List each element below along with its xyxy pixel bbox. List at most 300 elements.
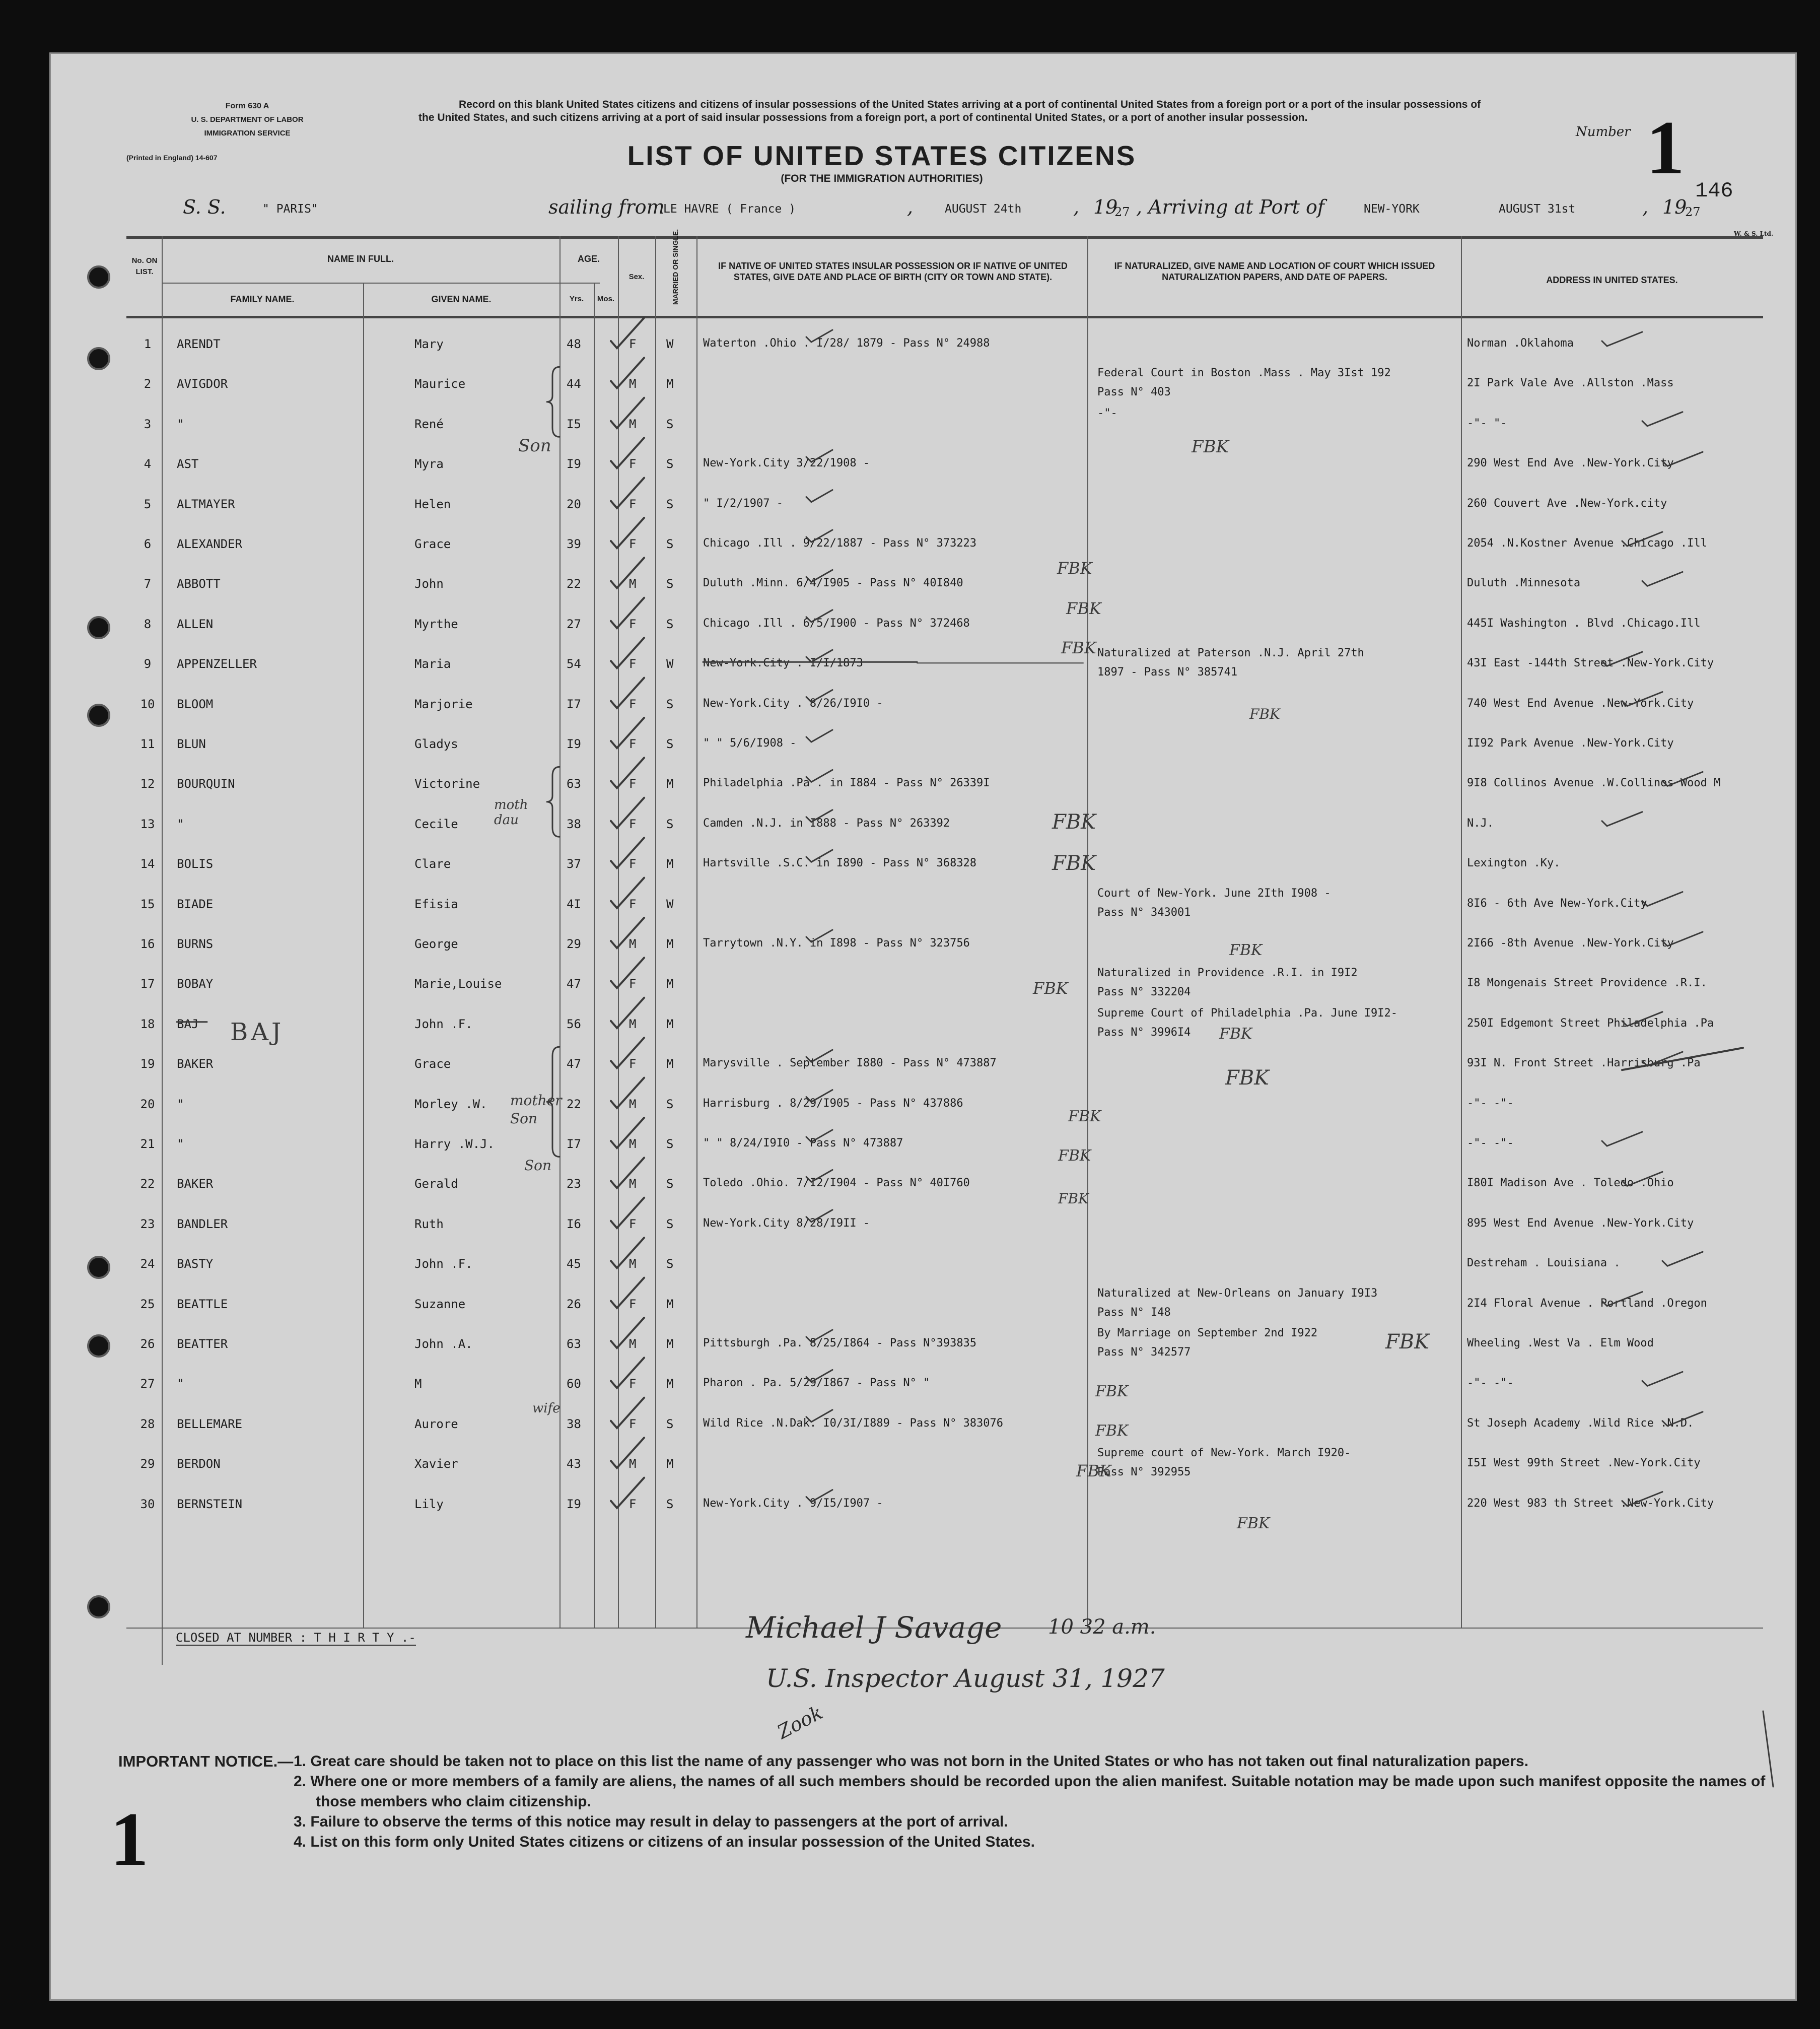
punch-hole [87, 1595, 110, 1618]
cell-ms: S [666, 817, 674, 831]
header-address: ADDRESS IN UNITED STATES. [1546, 275, 1678, 285]
cell-addr: 9I8 Collinos Avenue .W.Collinos Wood M [1467, 777, 1721, 790]
notice-item: 4. List on this form only United States citizens or citizens of an insular possession of the United States. [294, 1834, 1035, 1850]
cell-age: 29 [567, 937, 581, 951]
cell-ms: S [666, 577, 674, 591]
cell-nat1: Court of New-York. June 2Ith I908 - [1097, 887, 1331, 900]
cell-addr: Destreham . Louisiana . [1467, 1257, 1621, 1270]
cell-addr: Lexington .Ky. [1467, 857, 1561, 870]
cell-addr: 8I6 - 6th Ave New-York.City [1467, 897, 1647, 910]
cell-given: René [414, 417, 444, 431]
cell-nat2: Pass N° 343001 [1097, 906, 1191, 919]
cell-family: BEATTLE [177, 1297, 228, 1311]
fbk-initials: FBK [1229, 941, 1263, 959]
cell-sex: M [629, 1457, 637, 1471]
cell-given: Harry .W.J. [414, 1137, 495, 1151]
cell-family: " [177, 1097, 184, 1111]
cell-ms: M [666, 377, 674, 391]
cell-age: 38 [567, 1416, 581, 1431]
cell-addr: I8 Mongenais Street Providence .R.I. [1467, 977, 1707, 990]
cell-given: Efisia [414, 897, 458, 911]
year-prefix: 19 [1662, 196, 1687, 218]
cell-birth: Philadelphia .Pa . in I884 - Pass N° 26339I [703, 777, 990, 790]
fbk-initials: FBK [1192, 437, 1229, 457]
cell-given: Grace [414, 537, 451, 551]
cell-age: 56 [567, 1017, 581, 1031]
cell-family: BIADE [177, 897, 214, 911]
departure-port: LE HAVRE ( France ) [663, 202, 796, 216]
cell-family: BOBAY [177, 977, 214, 991]
cell-no: 29 [140, 1457, 155, 1471]
cell-ms: M [666, 1377, 674, 1391]
cell-age: 22 [567, 577, 581, 591]
cell-birth: Hartsville .S.C. in I890 - Pass N° 368328 [703, 857, 977, 870]
cell-sex: F [629, 857, 637, 871]
cell-sex: M [629, 1257, 637, 1271]
arrival-date: AUGUST 31st [1499, 202, 1576, 216]
cell-ms: S [666, 537, 674, 551]
cell-no: 8 [144, 617, 152, 631]
fbk-initials: FBK [1058, 1147, 1091, 1165]
cell-no: 1 [144, 337, 152, 351]
cell-given: Ruth [414, 1216, 444, 1231]
cell-family: BLOOM [177, 697, 214, 711]
cell-nat1: Naturalized at New-Orleans on January I9I3 [1097, 1287, 1378, 1300]
cell-age: 44 [567, 377, 581, 391]
form-header [126, 99, 368, 165]
cell-family: BOURQUIN [177, 777, 235, 791]
cell-ms: S [666, 1216, 674, 1231]
cell-addr: Wheeling .West Va . Elm Wood [1467, 1337, 1654, 1349]
department-name: U. S. DEPARTMENT OF LABOR [191, 115, 304, 124]
cell-sex: M [629, 577, 637, 591]
punch-hole [87, 265, 110, 289]
cell-ms: M [666, 1057, 674, 1071]
cell-birth: " " 8/24/I9I0 - Pass N° 473887 [703, 1137, 903, 1149]
cell-no: 11 [140, 737, 155, 751]
cell-nat1: Naturalized at Paterson .N.J. April 27th [1097, 647, 1364, 660]
cell-age: 26 [567, 1297, 581, 1311]
notice-item: 3. Failure to observe the terms of this notice may result in delay to passengers at the port of arrival. [294, 1813, 1008, 1830]
cell-sex: M [629, 377, 637, 391]
cell-ms: S [666, 1177, 674, 1191]
cell-addr: 895 West End Avenue .New-York.City [1467, 1216, 1694, 1230]
fbk-initials: FBK [1237, 1515, 1270, 1532]
form-number: Form 630 A [225, 102, 269, 110]
cell-family: BAJ [177, 1017, 199, 1031]
comma: , [907, 196, 914, 218]
service-name: IMMIGRATION SERVICE [204, 129, 291, 138]
fbk-initials: FBK [1052, 852, 1096, 875]
year-prefix: 19 [1093, 196, 1118, 218]
cell-no: 9 [144, 657, 152, 671]
cell-family: " [177, 817, 184, 831]
cell-given: Cecile [414, 817, 458, 831]
cell-addr: I5I West 99th Street .New-York.City [1467, 1457, 1701, 1470]
cell-addr: -"- "- [1467, 417, 1507, 430]
cell-addr: -"- -"- [1467, 1097, 1514, 1110]
cell-no: 14 [140, 857, 155, 871]
cell-family: BANDLER [177, 1216, 228, 1231]
table-row [51, 1200, 1798, 1240]
cell-ms: W [666, 897, 674, 911]
cell-age: 27 [567, 617, 581, 631]
cell-age: I6 [567, 1216, 581, 1231]
printer-mark: W. & S. Ltd. [1734, 230, 1774, 237]
fbk-initials: FBK [1068, 1108, 1101, 1125]
cell-addr: II92 Park Avenue .New-York.City [1467, 737, 1674, 750]
cell-sex: F [629, 497, 637, 511]
cell-no: 2 [144, 377, 152, 391]
cell-age: 43 [567, 1457, 581, 1471]
arriving-label: , Arriving at Port of [1136, 196, 1324, 218]
cell-no: 19 [140, 1057, 155, 1071]
fbk-initials: FBK [1061, 638, 1096, 657]
number-label: Number [1576, 124, 1631, 140]
cell-age: 60 [567, 1377, 581, 1391]
cell-birth: Harrisburg . 8/29/I905 - Pass N° 437886 [703, 1097, 963, 1110]
cell-no: 20 [140, 1097, 155, 1111]
cell-birth: " " 5/6/I908 - [703, 737, 797, 750]
cell-sex: F [629, 977, 637, 991]
cell-nat1: Naturalized in Providence .R.I. in I9I2 [1097, 967, 1358, 980]
cell-no: 30 [140, 1497, 155, 1511]
notice-item: 1. Great care should be taken not to place on this list the name of any passenger who was not born in the United States or who has not taken out final naturalization papers. [294, 1753, 1529, 1770]
cell-ms: S [666, 617, 674, 631]
cell-sex: F [629, 737, 637, 751]
table-top-rule [126, 236, 1763, 239]
table-row [51, 520, 1798, 560]
fbk-initials: FBK [1219, 1025, 1252, 1043]
cell-ms: W [666, 657, 674, 671]
table-row [51, 1440, 1798, 1480]
cell-nat2: 1897 - Pass N° 385741 [1097, 666, 1238, 679]
header-family-name: FAMILY NAME. [230, 294, 295, 304]
cell-ms: M [666, 1017, 674, 1031]
cell-birth: " I/2/1907 - [703, 497, 783, 510]
inspector-signature: Michael J Savage [746, 1610, 1002, 1645]
cell-ms: S [666, 417, 674, 431]
cell-age: 22 [567, 1097, 581, 1111]
departure-date: AUGUST 24th [945, 202, 1022, 216]
cell-no: 24 [140, 1257, 155, 1271]
cell-addr: 43I East -144th Street .New-York.City [1467, 657, 1714, 670]
handwritten-scribble: Zook [774, 1701, 826, 1743]
manifest-sheet [49, 52, 1797, 2001]
table-row [51, 1320, 1798, 1360]
cell-given: George [414, 937, 458, 951]
cell-family: BURNS [177, 937, 214, 951]
cell-age: 63 [567, 777, 581, 791]
handwritten-wife: wife [532, 1401, 561, 1416]
cell-no: 17 [140, 977, 155, 991]
table-row [51, 1000, 1798, 1040]
notice-lead: IMPORTANT NOTICE.— [118, 1752, 294, 1770]
cell-given: John .F. [414, 1017, 473, 1031]
cell-family: ARENDT [177, 337, 221, 351]
year-suffix: 27 [1114, 205, 1130, 219]
cell-addr: 2I Park Vale Ave .Allston .Mass [1467, 377, 1674, 390]
table-row [51, 1040, 1798, 1080]
cell-age: 63 [567, 1337, 581, 1351]
cell-age: 47 [567, 1057, 581, 1071]
cell-nat2: Pass N° 403 [1097, 386, 1171, 399]
cell-ms: M [666, 857, 674, 871]
cell-age: I7 [567, 1137, 581, 1151]
ss-label: S. S. [183, 196, 226, 218]
cell-family: " [177, 1137, 184, 1151]
cell-no: 12 [140, 777, 155, 791]
header-bottom-rule [126, 316, 1763, 318]
fbk-initials: FBK [1095, 1422, 1129, 1440]
cell-ms: S [666, 1416, 674, 1431]
cell-sex: F [629, 897, 637, 911]
cell-given: Morley .W. [414, 1097, 487, 1111]
cell-family: BAKER [177, 1177, 214, 1191]
cell-sex: F [629, 1057, 637, 1071]
table-row [51, 400, 1798, 440]
table-row [51, 760, 1798, 800]
fbk-initials: FBK [1076, 1461, 1111, 1480]
cell-given: Clare [414, 857, 451, 871]
cell-ms: M [666, 937, 674, 951]
cell-ms: S [666, 1497, 674, 1511]
cell-ms: S [666, 697, 674, 711]
cell-nat1: Federal Court in Boston .Mass . May 3Ist 192 [1097, 367, 1391, 380]
cell-given: M [414, 1377, 422, 1391]
cell-ms: M [666, 777, 674, 791]
cell-sex: M [629, 1337, 637, 1351]
cell-given: John .F. [414, 1257, 473, 1271]
cell-family: BASTY [177, 1257, 214, 1271]
cell-family: ALTMAYER [177, 497, 235, 511]
handwritten-mother-son: mother Son [510, 1092, 562, 1127]
cell-addr: 220 West 983 th Street .New-York.City [1467, 1497, 1714, 1510]
cell-addr: 2054 .N.Kostner Avenue .Chicago .Ill [1467, 537, 1707, 550]
cell-given: Marie,Louise [414, 977, 502, 991]
fbk-initials: FBK [1225, 1066, 1270, 1090]
year-suffix: 27 [1685, 205, 1701, 219]
cell-given: Suzanne [414, 1297, 466, 1311]
cell-family: " [177, 1377, 184, 1391]
cell-family: APPENZELLER [177, 657, 257, 671]
table-row [51, 1120, 1798, 1160]
cell-ms: S [666, 1137, 674, 1151]
comma: , [1073, 196, 1080, 218]
cell-ms: S [666, 1257, 674, 1271]
table-row [51, 1360, 1798, 1400]
cell-family: ALEXANDER [177, 537, 243, 551]
table-row [51, 920, 1798, 960]
cell-ms: S [666, 457, 674, 471]
cell-age: I9 [567, 737, 581, 751]
table-row [51, 320, 1798, 360]
cell-age: 38 [567, 817, 581, 831]
cell-ms: S [666, 497, 674, 511]
cell-nat2: Pass N° 332204 [1097, 986, 1191, 999]
cell-age: 20 [567, 497, 581, 511]
header-years: Yrs. [569, 295, 584, 303]
cell-family: BOLIS [177, 857, 214, 871]
arrival-time: 10 32 a.m. [1048, 1615, 1156, 1639]
cell-age: 47 [567, 977, 581, 991]
cell-age: 48 [567, 337, 581, 351]
cell-birth: Chicago .Ill . 6/5/I900 - Pass N° 372468 [703, 617, 970, 630]
cell-family: BEATTER [177, 1337, 228, 1351]
cell-no: 16 [140, 937, 155, 951]
cell-given: Grace [414, 1057, 451, 1071]
fbk-initials: FBK [1249, 706, 1280, 722]
header-marital: MARRIED OR SINGLE. [671, 229, 679, 305]
cell-birth: Tarrytown .N.Y. in I898 - Pass N° 323756 [703, 937, 970, 950]
cell-age: 45 [567, 1257, 581, 1271]
cell-age: 37 [567, 857, 581, 871]
cell-nat1: -"- [1097, 407, 1117, 420]
cell-birth: Pittsburgh .Pa. 8/25/I864 - Pass N°393835 [703, 1337, 977, 1349]
handwritten-son: Son [518, 436, 551, 456]
cell-birth: Toledo .Ohio. 7/I2/I904 - Pass N° 40I760 [703, 1177, 970, 1190]
table-row [51, 1240, 1798, 1280]
cell-family: BERNSTEIN [177, 1497, 243, 1511]
fbk-initials: FBK [1057, 559, 1092, 578]
cell-family: ABBOTT [177, 577, 221, 591]
notice-item: 2. Where one or more members of a family are aliens, the names of all such members should be recorded upon the alien manifest. Suitable notation may be made upon such manifest opposite the names of those members who claim citizenship. [294, 1773, 1766, 1810]
header-birth: IF NATIVE OF UNITED STATES INSULAR POSSESSION OR IF NATIVE OF UNITED STATES, GIVE DATE AND PLACE OF BIRTH (CITY OR TOWN AND STATE). [718, 261, 1068, 282]
fbk-initials: FBK [1052, 810, 1096, 834]
cell-sex: F [629, 657, 637, 671]
table-row [51, 600, 1798, 640]
cell-family: ALLEN [177, 617, 214, 631]
cell-ms: M [666, 977, 674, 991]
cell-ms: M [666, 1297, 674, 1311]
table-row [51, 440, 1798, 480]
cell-sex: F [629, 537, 637, 551]
cell-addr: St Joseph Academy .Wild Rice .N.D. [1467, 1416, 1694, 1430]
cell-addr: Norman .Oklahoma [1467, 337, 1574, 350]
cell-sex: F [629, 617, 637, 631]
inspector-title-date: U.S. Inspector August 31, 1927 [766, 1664, 1165, 1693]
cell-birth: Camden .N.J. in I888 - Pass N° 263392 [703, 817, 950, 830]
cell-birth: New-York.City . 8/26/I9I0 - [703, 697, 883, 710]
cell-nat1: By Marriage on September 2nd I922 [1097, 1327, 1318, 1339]
table-row [51, 480, 1798, 520]
cell-nat1: Supreme Court of Philadelphia .Pa. June I9I2- [1097, 1006, 1398, 1020]
list-number: 1 [1646, 105, 1685, 190]
cell-ms: S [666, 737, 674, 751]
cell-birth: New-York.City . 9/I5/I907 - [703, 1497, 883, 1510]
cell-birth: Pharon . Pa. 5/29/I867 - Pass N° " [703, 1377, 930, 1390]
fbk-initials: FBK [1058, 1190, 1089, 1207]
header-sex: Sex. [628, 273, 645, 281]
table-row [51, 800, 1798, 840]
cell-birth: Wild Rice .N.Dak. I0/3I/I889 - Pass N° 383076 [703, 1416, 1004, 1430]
cell-no: 26 [140, 1337, 155, 1351]
cell-given: Gerald [414, 1177, 458, 1191]
page-subtitle: (FOR THE IMMIGRATION AUTHORITIES) [781, 173, 983, 184]
cell-family: BELLEMARE [177, 1416, 243, 1431]
cell-addr: -"- -"- [1467, 1137, 1514, 1149]
header-no: No. ON LIST. [131, 256, 158, 276]
cell-sex: F [629, 1377, 637, 1391]
cell-no: 7 [144, 577, 152, 591]
header-age: AGE. [577, 254, 600, 264]
cell-given: Helen [414, 497, 451, 511]
cell-addr: 445I Washington . Blvd .Chicago.Ill [1467, 617, 1701, 630]
cell-addr: 740 West End Avenue .New-York.City [1467, 697, 1694, 710]
table-row [51, 360, 1798, 400]
table-row [51, 1400, 1798, 1440]
cell-given: Myrthe [414, 617, 458, 631]
cell-nat2: Pass N° 392955 [1097, 1466, 1191, 1479]
cell-nat1: Supreme court of New-York. March I920- [1097, 1447, 1351, 1460]
cell-family: BLUN [177, 737, 206, 751]
cell-age: 54 [567, 657, 581, 671]
cell-birth: Marysville . September I880 - Pass N° 473887 [703, 1057, 997, 1070]
cell-sex: M [629, 1137, 637, 1151]
cell-given: Myra [414, 457, 444, 471]
cell-no: 28 [140, 1416, 155, 1431]
closed-note: CLOSED AT NUMBER : T H I R T Y .- [176, 1631, 416, 1645]
cell-no: 5 [144, 497, 152, 511]
cell-addr: N.J. [1467, 817, 1494, 830]
cell-addr: 290 West End Ave .New-York.City [1467, 457, 1674, 470]
cell-sex: F [629, 777, 637, 791]
table-row [51, 680, 1798, 720]
cell-age: 23 [567, 1177, 581, 1191]
table-row [51, 1160, 1798, 1200]
table-row [51, 840, 1798, 880]
subheader-rule [162, 283, 600, 284]
fbk-initials: FBK [1033, 979, 1068, 998]
cell-no: 25 [140, 1297, 155, 1311]
cell-sex: F [629, 1497, 637, 1511]
cell-given: Maria [414, 657, 451, 671]
page-number: 146 [1695, 179, 1733, 203]
cell-birth: New-York.City 3/22/1908 - [703, 457, 870, 470]
cell-sex: F [629, 457, 637, 471]
cell-nat2: Pass N° I48 [1097, 1306, 1171, 1319]
handwritten-baj-correction: BAJ [230, 1018, 285, 1046]
cell-given: Victorine [414, 777, 480, 791]
cell-family: BAKER [177, 1057, 214, 1071]
table-row [51, 560, 1798, 600]
fbk-initials: FBK [1066, 599, 1101, 618]
handwritten-mother-dau: moth dau [494, 797, 528, 828]
header-naturalized: IF NATURALIZED, GIVE NAME AND LOCATION OF COURT WHICH ISSUED NATURALIZATION PAPERS, AND DATE OF PAPERS. [1114, 261, 1435, 282]
cell-addr: Duluth .Minnesota [1467, 577, 1581, 590]
cell-addr: 2I66 -8th Avenue .New-York.City [1467, 937, 1674, 950]
cell-given: Mary [414, 337, 444, 351]
intro-text: Record on this blank United States citizens and citizens of insular possessions of the United States arriving at a port of continental United States from a foreign port or a port of the insular possessions of the United States, and such citizens arriving at a port of said insular possessions from a foreign port, a port of continental United States, or a port of another insular possession. [418, 99, 1481, 123]
cell-sex: M [629, 1097, 637, 1111]
cell-no: 22 [140, 1177, 155, 1191]
cell-ms: W [666, 337, 674, 351]
table-row [51, 1080, 1798, 1120]
cell-sex: M [629, 417, 637, 431]
arrival-port: NEW-YORK [1364, 202, 1420, 216]
fbk-initials: FBK [1095, 1383, 1129, 1400]
cell-addr: 2I4 Floral Avenue . Portland .Oregon [1467, 1297, 1707, 1310]
cell-addr: -"- -"- [1467, 1377, 1514, 1390]
cell-nat2: Pass N° 342577 [1097, 1346, 1191, 1359]
cell-ms: M [666, 1457, 674, 1471]
cell-no: 10 [140, 697, 155, 711]
cell-ms: M [666, 1337, 674, 1351]
cell-no: 13 [140, 817, 155, 831]
cell-sex: M [629, 1017, 637, 1031]
cell-given: John .A. [414, 1337, 473, 1351]
header-given-name: GIVEN NAME. [431, 294, 492, 304]
